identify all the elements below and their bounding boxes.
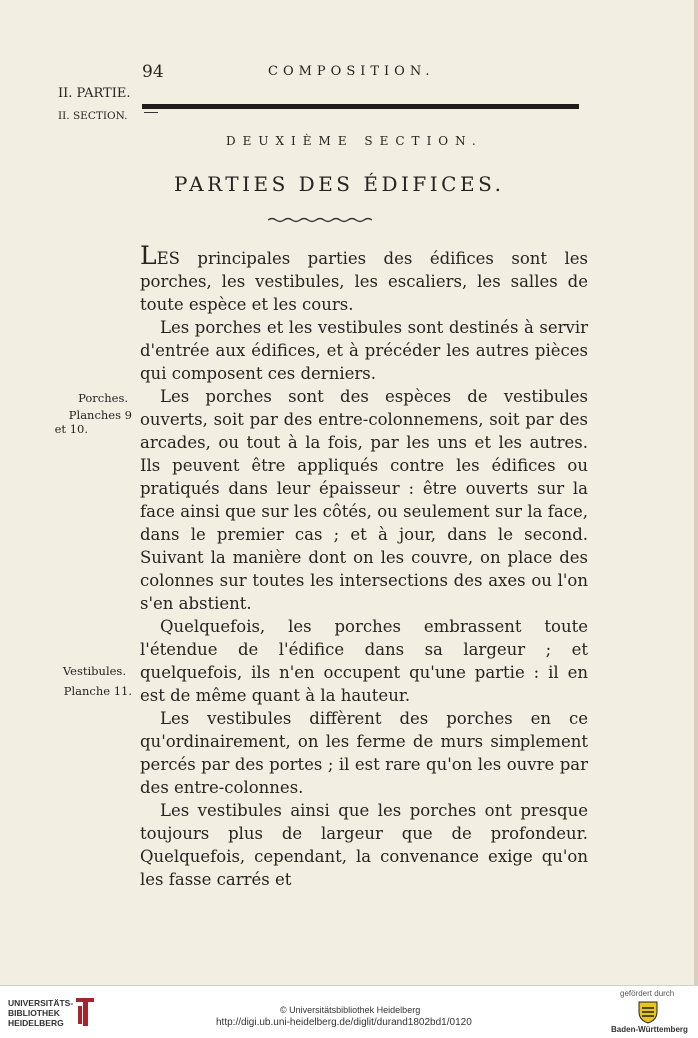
running-title: COMPOSITION.: [268, 64, 435, 79]
body-text: [140, 241, 588, 891]
library-name: UNIVERSITÄTS- BIBLIOTHEK HEIDELBERG: [8, 998, 74, 1028]
copyright-text: © Universitätsbibliothek Heidelberg: [280, 1005, 421, 1015]
viewer-footer: [0, 985, 698, 1038]
margin-note-planches-cont: et 10.: [54, 422, 88, 436]
margin-note-porches: Porches.: [78, 391, 128, 405]
part-label: II. PARTIE.: [58, 86, 131, 101]
section-title: DEUXIÈME SECTION.: [226, 134, 483, 148]
drop-cap: L: [140, 241, 157, 270]
margin-note-planches: Planches 9: [68, 408, 132, 422]
header-rule: [142, 104, 579, 109]
section-label: II. SECTION.: [58, 110, 128, 122]
baden-wuerttemberg-crest-icon: [637, 1000, 659, 1024]
paragraph-6: Les vestibules ainsi que les porches ont presque toujours plus de largeur que de profondeur. Quelquefois, cependant, la convenance exige qu'on les fasse carrés et: [140, 801, 588, 889]
paragraph-3: Les porches sont des espèces de vestibules ouverts, soit par des entre-colonnemens, soit par des arcades, ou tout à la fois, par les uns et les autres. Ils peuvent être appliqués contre les édifices ou pratiqués dans leur épaisseur : être ouverts sur la face ainsi que sur les côtés, ou seulement sur la face, dans le premier cas ; et à jour, dans le second. Suivant la manière dont on les couvre, on place des colonnes sur toutes les intersections des axes ou l'on s'en abstient.: [140, 387, 588, 613]
page-edge: [694, 0, 698, 985]
page-number: 94: [142, 62, 164, 82]
paragraph-4: Quelquefois, les porches embrassent toute l'étendue de l'édifice dans sa largeur ; et quelquefois, ils n'en occupent qu'une partie : il en est de même quant à la hauteur.: [140, 617, 588, 705]
section-dash: [144, 112, 158, 113]
main-title: PARTIES DES ÉDIFICES.: [174, 172, 505, 196]
margin-note-planche: Planche 11.: [63, 684, 132, 698]
paragraph-2: Les porches et les vestibules sont destinés à servir d'entrée aux édifices, et à précéder les autres pièces qui composent ces derniers.: [140, 318, 588, 383]
paragraph-1: [140, 241, 588, 316]
ornament-divider: [268, 216, 372, 224]
paragraph-1-text: ES principales parties des édifices sont les porches, les vestibules, les escaliers, les salles de toute espèce et les cours.: [140, 249, 588, 314]
margin-note-vestibules: Vestibules.: [62, 664, 126, 678]
page-url[interactable]: http://digi.ub.uni-heidelberg.de/diglit/durand1802bd1/0120: [216, 1017, 472, 1028]
paragraph-5: Les vestibules diffèrent des porches en ce qu'ordinairement, on les ferme de murs simplement percés par des portes ; il est rare qu'on les ouvre par des entre-colonnes.: [140, 709, 588, 797]
funded-by-label: gefördert durch: [620, 989, 675, 998]
funder-name: Baden-Württemberg: [611, 1025, 688, 1034]
library-logo-icon: [74, 994, 96, 1028]
